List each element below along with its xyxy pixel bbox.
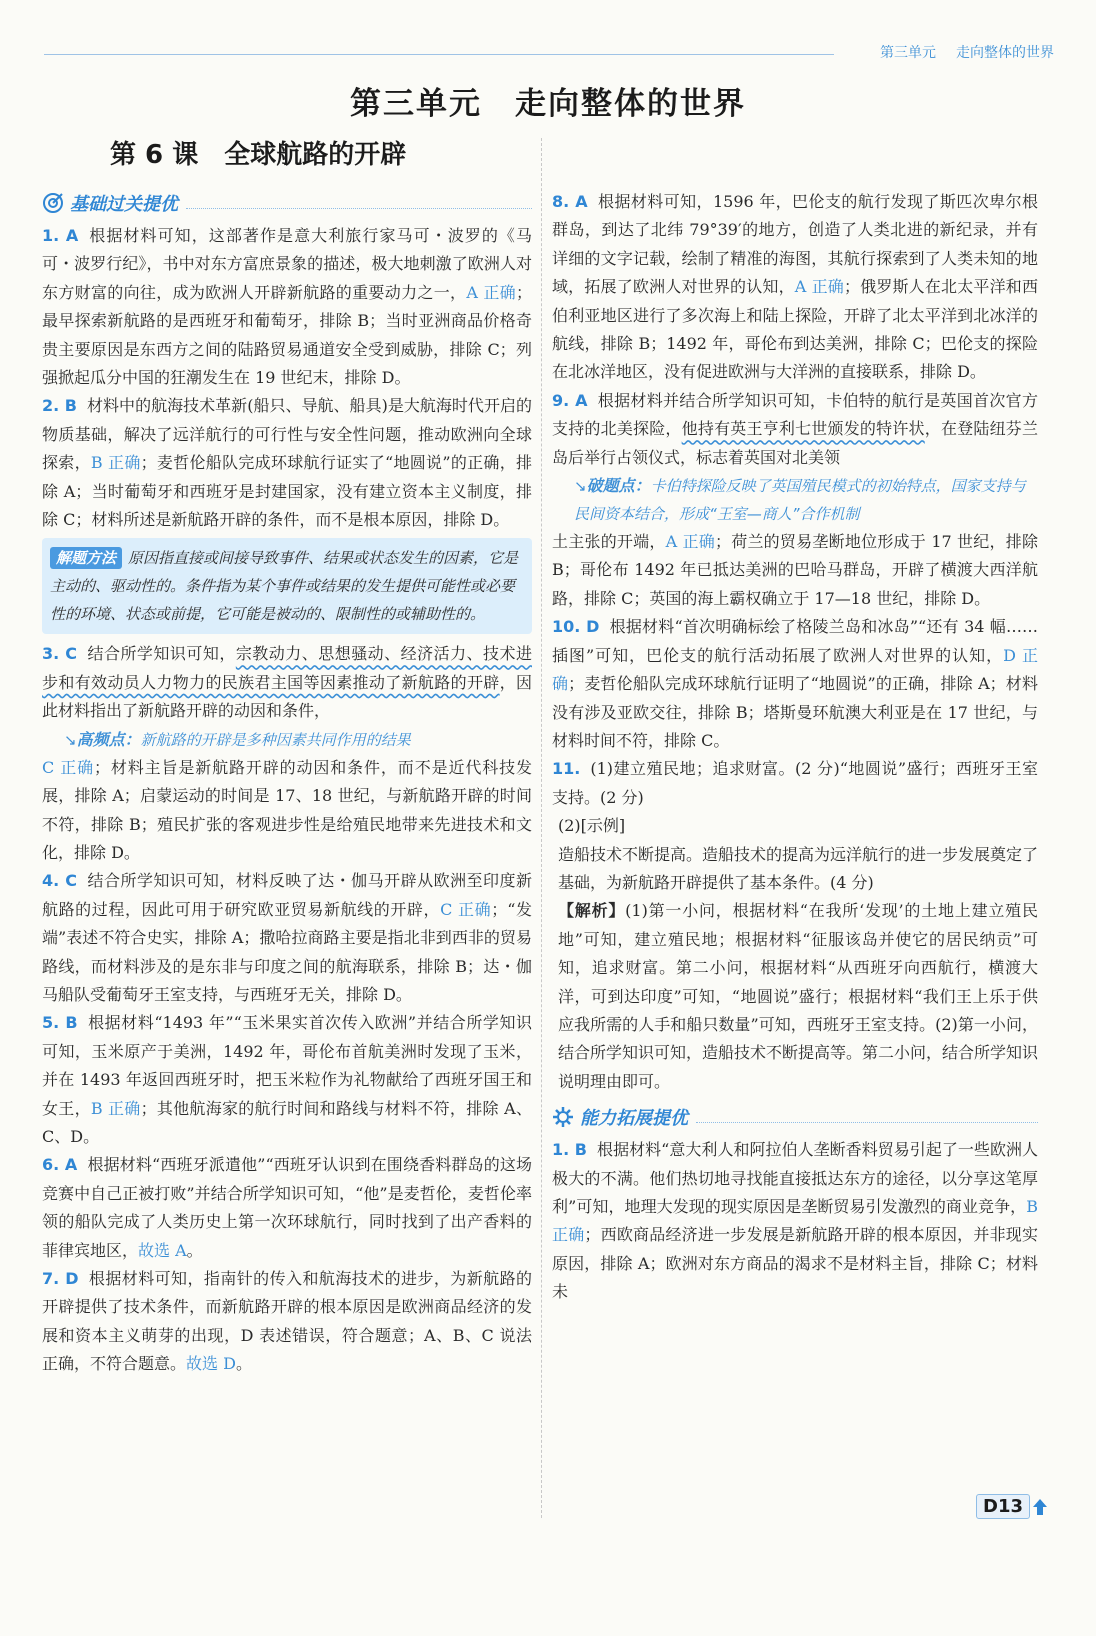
method-box: [42, 538, 532, 634]
answer-3-cont: [42, 754, 532, 868]
note-text: 新航路的开辟是多种因素共同作用的结果: [140, 730, 411, 749]
answer-num: 1. A: [42, 226, 79, 245]
analysis-label: 【解析】: [558, 901, 626, 921]
answer-11: [552, 755, 1038, 812]
wavy-underline-text: 他持有英王亨利七世颁发的特许状: [681, 419, 925, 439]
answer-num: 6. A: [42, 1155, 78, 1175]
up-arrow-icon: [1032, 1498, 1048, 1516]
answer-text: ；西欧商品经济进一步发展是新航路开辟的根本原因，并非现实原因，排除 A；欧洲对东方商品的渴求不是材料主旨，排除 C；材料未: [552, 1225, 1038, 1302]
answer-6: [42, 1151, 532, 1265]
answer-9: [552, 387, 1038, 472]
right-column: [552, 188, 1038, 1307]
running-header: [880, 42, 1054, 62]
answer-num: 11.: [552, 759, 581, 779]
answer-9-cont: [552, 528, 1038, 613]
answer-text: 根据材料可知，这部著作是意大利旅行家马可・波罗的《马可・波罗行纪》，书中对东方富庶景象的描述，极大地刺激了欧洲人对东方财富的向往，成为欧洲人开辟新航路的重要动力之一，: [42, 226, 532, 302]
left-column: [42, 128, 532, 1379]
answer-highlight: B 正确: [90, 1098, 141, 1118]
answer-text: 结合所学知识可知，: [87, 644, 236, 664]
answer-text: ，在登陆纽芬兰岛后举行占领仪式，标志着英国对北美领: [552, 419, 1038, 467]
answer-11-analysis: [552, 897, 1038, 1096]
answer-text: ，因此材料指出了新航路开辟的动因和条件，: [42, 672, 532, 721]
arrow-icon: ↘: [64, 730, 77, 749]
note-tag: 破题点：: [586, 476, 651, 496]
gear-icon: [552, 1106, 574, 1128]
answer-highlight: A 正确: [466, 282, 516, 302]
method-text: 原因指直接或间接导致事件、结果或状态发生的因素，它是主动的、驱动性的。条件指为某个事件或结果的发生提供可能性或必要性的环境、状态或前提，它可能是被动的、限制性的或辅助性的。: [50, 549, 519, 624]
answer-text: 材料中的航海技术革新(船只、导航、船具)是大航海时代开启的物质基础，解决了远洋航行的可行性与安全性问题，推动欧洲向全球探索，: [42, 396, 532, 473]
target-icon: [42, 192, 64, 214]
answer-text: 。: [235, 1354, 252, 1374]
method-tag: 解题方法: [50, 547, 122, 569]
answer-num: 4. C: [42, 871, 78, 891]
answer-text: 根据材料“1493 年”“玉米果实首次传入欧洲”并结合所学知识可知，玉米原产于美洲，1492 年，哥伦布首航美洲时发现了玉米，并在 1493 年返回西班牙时，把玉米粒作为礼物献给了西班牙国王和女王，: [42, 1013, 532, 1118]
answer-highlight: C 正确: [440, 899, 492, 919]
header-rule: [44, 54, 834, 55]
answer-text: 根据材料“意大利人和阿拉伯人垄断香料贸易引起了一些欧洲人极大的不满。他们热切地寻找能直接抵达东方的途径，以分享这笔厚利”可知，地理大发现的现实原因是垄断贸易引发激烈的商业竞争，: [552, 1140, 1038, 1216]
answer-text: ；俄罗斯人在北太平洋和西伯利亚地区进行了多次海上和陆上探险，开辟了北太平洋到北冰洋的航线，排除 B；1492 年，哥伦布到达美洲，排除 C；巴伦支的探险在北冰洋地区，没有促进欧洲与大洋洲的直接联系，排除 D。: [552, 277, 1038, 382]
page-number: [976, 1494, 1048, 1519]
answer-11-part2: (2)[示例]: [558, 816, 626, 836]
arrow-icon: ↘: [574, 477, 587, 496]
answer-3: [42, 640, 532, 725]
answer-text: 根据材料“首次明确标绘了格陵兰岛和冰岛”“还有 34 幅……插图”可知，巴伦支的航行活动拓展了欧洲人对世界的认知，: [552, 617, 1038, 665]
section-basic: [42, 186, 532, 220]
section-basic-label: 基础过关提优: [70, 194, 178, 215]
answer-7: [42, 1265, 532, 1379]
answer-num: 9. A: [552, 390, 588, 410]
answer-text: ；荷兰的贸易垄断地位形成于 17 世纪，排除 B；哥伦布 1492 年已抵达美洲的巴哈马群岛，开辟了横渡大西洋航路，排除 C；英国的海上霸权确立于 17—18 世纪，排除 D。: [552, 532, 1038, 608]
answer-text: 根据材料“西班牙派遣他”“西班牙认识到在围绕香料群岛的这场竞赛中自己正被打败”并结合所学知识可知，“他”是麦哲伦，麦哲伦率领的船队完成了人类历史上第一次环球航行，同时找到了出产香料的菲律宾地区，: [42, 1155, 532, 1260]
page-number-label: D13: [976, 1494, 1030, 1519]
unit-title: 第三单元 走向整体的世界: [350, 86, 746, 122]
key-point-note: [552, 472, 1038, 528]
answer-2: [42, 392, 532, 534]
answer-num: 5. B: [42, 1013, 78, 1033]
answer-highlight: 故选 D: [186, 1354, 236, 1374]
answer-num: 3. C: [42, 644, 78, 664]
answer-8: [552, 188, 1038, 387]
answer-text: ；“发端”表述不符合史实，排除 A；撒哈拉商路主要是指北非到西非的贸易路线，而材料涉及的是东非与印度之间的航海联系，排除 B；达・伽马船队受葡萄牙王室支持，与西班牙无关，排除 D。: [42, 899, 532, 1004]
answer-4: [42, 867, 532, 1009]
answer-text: ；麦哲伦船队完成环球航行证实了“地圆说”的正确，排除 A；当时葡萄牙和西班牙是封建国家，没有建立资本主义制度，排除 C；材料所述是新航路开辟的条件，而不是根本原因，排除 D。: [42, 453, 532, 530]
answer-text: 根据材料并结合所学知识可知，卡伯特的航行是英国首次官方支持的北美探险，: [552, 390, 1038, 439]
answer-5: [42, 1009, 532, 1151]
answer-text: 土主张的开端，: [552, 532, 666, 552]
answer-1: [42, 222, 532, 392]
answer-num: 7. D: [42, 1269, 79, 1288]
answer-text: 根据材料可知，指南针的传入和航海技术的进步，为新航路的开辟提供了技术条件，而新航路开辟的根本原因是欧洲商品经济的发展和资本主义萌芽的出现，D 表述错误，符合题意；A、B、C 说法正确，不符合题意。: [42, 1269, 532, 1374]
answer-highlight: B 正确: [552, 1197, 1038, 1245]
section-advanced: [552, 1100, 1038, 1134]
answer-text: ；麦哲伦船队完成环球航行证明了“地圆说”的正确，排除 A；材料没有涉及亚欧交往，排除 B；塔斯曼环航澳大利亚是在 17 世纪，与材料时间不符，排除 C。: [552, 674, 1038, 750]
answer-11-example: 造船技术不断提高。造船技术的提高为远洋航行的进一步发展奠定了基础，为新航路开辟提供了基本条件。(4 分): [558, 844, 1039, 892]
answer-text: ；其他航海家的航行时间和路线与材料不符，排除 A、C、D。: [42, 1098, 532, 1146]
answer-text: 结合所学知识可知，材料反映了达・伽马开辟从欧洲至印度新航路的过程，因此可用于研究欧亚贸易新航线的开辟，: [42, 871, 532, 919]
running-topic: 走向整体的世界: [956, 45, 1054, 61]
answer-text: 。: [186, 1240, 203, 1260]
answer-text: ；最早探索新航路的是西班牙和葡萄牙，排除 B；当时亚洲商品价格奇贵主要原因是东西方之间的陆路贸易通道安全受到威胁，排除 C；列强掀起瓜分中国的狂潮发生在 19 世纪末，排除 D。: [42, 282, 532, 388]
answer-text: (1)建立殖民地；追求财富。(2 分)“地圆说”盛行；西班牙王室支持。(2 分): [552, 759, 1038, 807]
answer-text: ；材料主旨是新航路开辟的动因和条件，而不是近代科技发展，排除 A；启蒙运动的时间是 17、18 世纪，与新航路开辟的时间不符，排除 B；殖民扩张的客观进步性是给殖民地带来先进技术和文化，排除 D。: [42, 757, 532, 862]
note-text: 卡伯特探险反映了英国殖民模式的初始特点，国家支持与民间资本结合，形成“王室—商人”合作机制: [574, 477, 1026, 524]
section-advanced-label: 能力拓展提优: [580, 1108, 688, 1130]
column-divider: [541, 138, 542, 1518]
answer-highlight: A 正确: [794, 277, 844, 297]
advanced-answer-1: [552, 1136, 1038, 1306]
answer-highlight: B 正确: [90, 453, 141, 473]
answer-highlight: D 正确: [552, 645, 1038, 694]
answer-highlight: 故选 A: [138, 1240, 187, 1260]
note-tag: 高频点：: [76, 729, 141, 749]
answer-highlight: C 正确: [42, 757, 94, 777]
high-frequency-note: [42, 726, 532, 754]
wavy-underline-text: 宗教动力、思想骚动、经济活力、技术进步和有效动员人力物力的民族君主国等因素推动了新航路的开辟: [42, 644, 532, 692]
answer-num: 2. B: [42, 396, 77, 416]
answer-num: 10. D: [552, 617, 600, 637]
lesson-title: 第 6 课 全球航路的开辟: [110, 140, 407, 170]
answer-num: 1. B: [552, 1140, 588, 1160]
answer-num: 8. A: [552, 192, 588, 211]
answer-highlight: A 正确: [665, 532, 715, 552]
answer-text: 根据材料可知，1596 年，巴伦支的航行发现了斯匹次卑尔根群岛，到达了北纬 79°39′的地方，创造了人类北进的新纪录，并有详细的文字记载，绘制了精准的海图，其航行探索到了人类未知的地域，拓展了欧洲人对世界的认知，: [552, 192, 1038, 297]
analysis-text: (1)第一小问，根据材料“在我所‘发现’的土地上建立殖民地”可知，建立殖民地；根据材料“征服该岛并使它的居民纳贡”可知，追求财富。第二小问，根据材料“从西班牙向西航行，横渡大洋，可到达印度”可知，“地圆说”盛行；根据材料“我们王上乐于供应我所需的人手和船只数量”可知，西班牙王室支持。(2)第一小问，结合所学知识可知，造船技术不断提高等。第二小问，结合所学知识说明理由即可。: [558, 901, 1039, 1091]
running-unit: 第三单元: [880, 45, 936, 61]
answer-10: [552, 613, 1038, 755]
